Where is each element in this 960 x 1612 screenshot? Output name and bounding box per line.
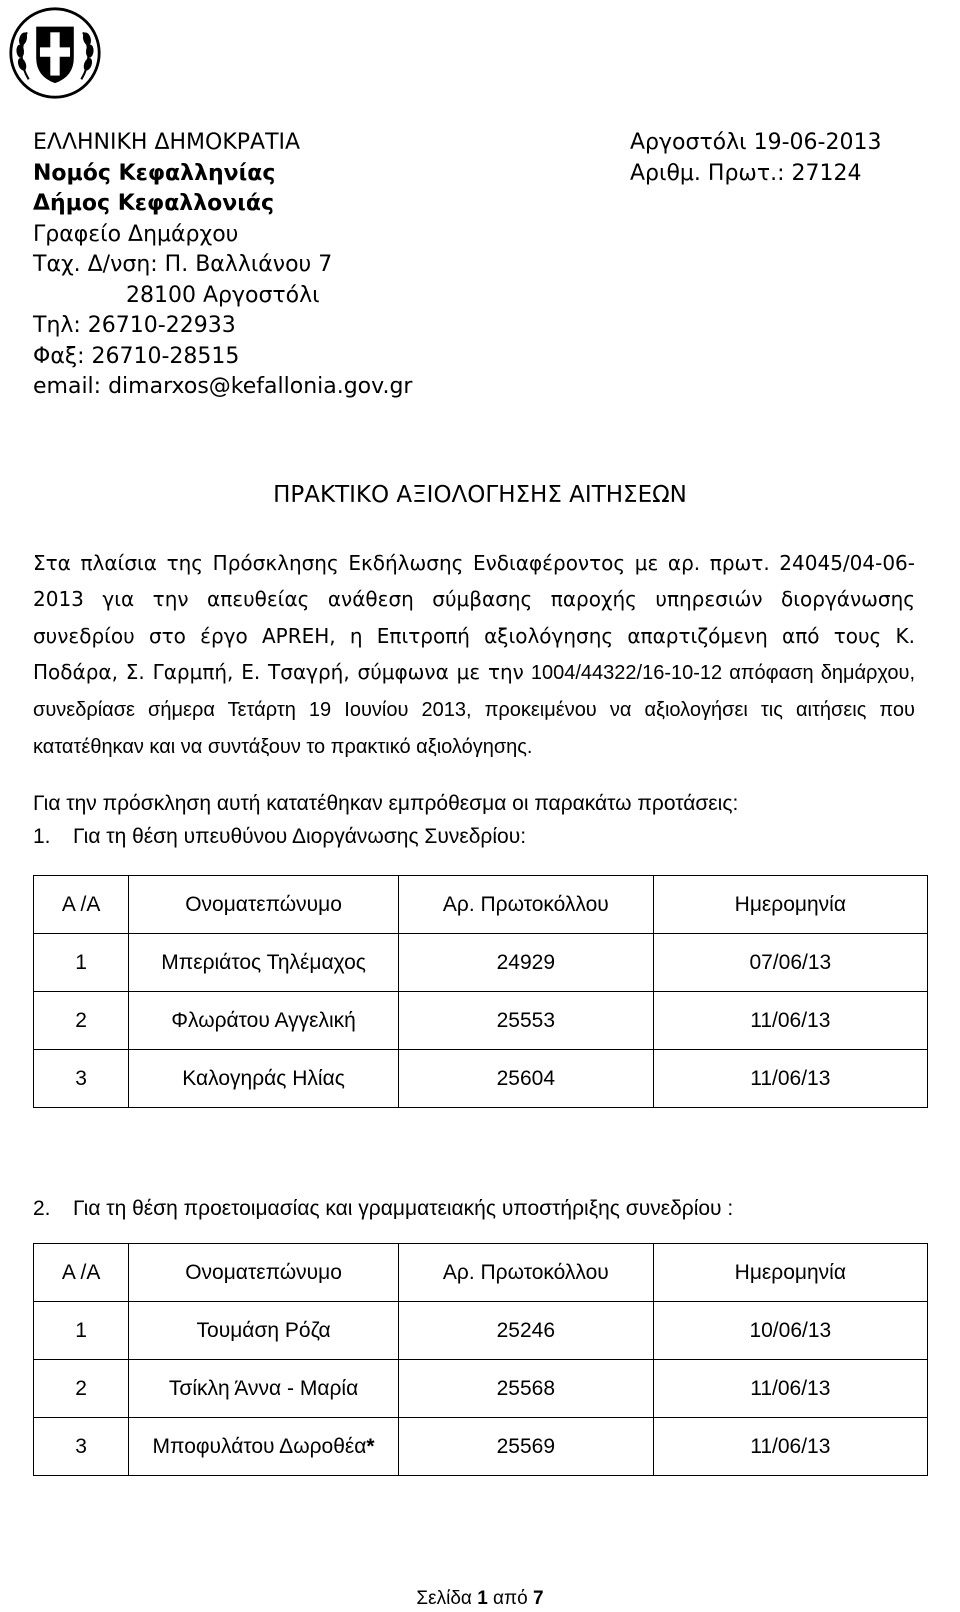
sender-address: Ταχ. Δ/νση: Π. Βαλλιάνου 7 bbox=[33, 252, 333, 277]
paragraph-part-a: Στα πλαίσια της Πρόσκλησης Εκδήλωσης Ενδιαφέροντος με αρ. πρωτ. 24045/04-06-2013 για την απευθείας ανάθεση σύμβασης παροχής υπηρεσιών διοργάνωσης συνεδρίου στο έργο APREH, η Επιτροπή αξιολόγησης απαρτιζόμενη από τους Κ. Ποδάρα, Σ. Γαρμπή, Ε. Τσαγρή, σύμφωνα με την bbox=[33, 551, 915, 684]
table-cell: 10/06/13 bbox=[653, 1302, 927, 1360]
table-cell: 2 bbox=[34, 1360, 129, 1418]
table-cell: Καλογηράς Ηλίας bbox=[129, 1050, 399, 1108]
table-cell: 11/06/13 bbox=[653, 992, 927, 1050]
footer-total-pages: 7 bbox=[533, 1588, 544, 1609]
table-cell: 1 bbox=[34, 1302, 129, 1360]
header-cell: Ονοματεπώνυμο bbox=[129, 876, 399, 934]
header-cell: Αρ. Πρωτοκόλλου bbox=[398, 876, 653, 934]
paragraph-part-b: 1004/44322/16-10-12 απόφαση δημάρχου, συνεδρίασε σήμερα Τετάρτη 19 Ιουνίου 2013, προκειμένου να αξιολογήσει τις αιτήσεις που κατατέθηκαν και να συντάξουν το πρακτικό αξιολόγησης. bbox=[33, 661, 915, 759]
table-cell: 1 bbox=[34, 934, 129, 992]
table-cell: 11/06/13 bbox=[653, 1360, 927, 1418]
table-cell: 07/06/13 bbox=[653, 934, 927, 992]
sender-postcode: 28100 Αργοστόλι bbox=[126, 282, 320, 308]
body-paragraph bbox=[33, 545, 915, 766]
table-cell: 3 bbox=[34, 1418, 129, 1476]
sender-block bbox=[33, 128, 412, 403]
table-cell bbox=[129, 1418, 399, 1476]
header-cell: Ημερομηνία bbox=[653, 1244, 927, 1302]
sender-country: ΕΛΛΗΝΙΚΗ ΔΗΜΟΚΡΑΤΙΑ bbox=[33, 130, 301, 155]
table-cell: Τσίκλη Άννα - Μαρία bbox=[129, 1360, 399, 1418]
footer-prefix: Σελίδα bbox=[416, 1588, 478, 1609]
section-2-number: 2. bbox=[33, 1197, 51, 1220]
applications-table-2 bbox=[33, 1243, 928, 1476]
header-cell: Ημερομηνία bbox=[653, 876, 927, 934]
document-date: Αργοστόλι 19-06-2013 bbox=[630, 130, 882, 155]
protocol-number: Αριθμ. Πρωτ.: 27124 bbox=[630, 160, 862, 186]
page-footer bbox=[0, 1588, 960, 1610]
section-2-heading bbox=[33, 1197, 733, 1221]
table-cell: 2 bbox=[34, 992, 129, 1050]
table-cell: 25604 bbox=[398, 1050, 653, 1108]
section-1-label: Για τη θέση υπευθύνου Διοργάνωσης Συνεδρίου: bbox=[73, 825, 527, 848]
sender-fax: Φαξ: 26710-28515 bbox=[33, 343, 240, 369]
header-cell: Α /Α bbox=[34, 876, 129, 934]
sender-phone: Τηλ: 26710-22933 bbox=[33, 313, 236, 338]
applications-table-1 bbox=[33, 875, 928, 1108]
section-1-number: 1. bbox=[33, 825, 51, 848]
table-row bbox=[34, 992, 928, 1050]
sender-office: Γραφείο Δημάρχου bbox=[33, 221, 239, 247]
header-cell: Αρ. Πρωτοκόλλου bbox=[398, 1244, 653, 1302]
footer-mid: από bbox=[487, 1588, 533, 1609]
sender-prefecture: Νομός Κεφαλληνίας bbox=[33, 160, 276, 186]
applicant-name: Μποφυλάτου Δωροθέα bbox=[152, 1434, 367, 1458]
footer-page-number: 1 bbox=[477, 1588, 488, 1609]
table-cell: 11/06/13 bbox=[653, 1050, 927, 1108]
table-row bbox=[34, 934, 928, 992]
section-1-heading bbox=[33, 825, 526, 849]
intro-line: Για την πρόσκληση αυτή κατατέθηκαν εμπρόθεσμα οι παρακάτω προτάσεις: bbox=[33, 792, 739, 815]
sender-municipality: Δήμος Κεφαλλονιάς bbox=[33, 191, 274, 216]
table-cell: Τουμάση Ρόζα bbox=[129, 1302, 399, 1360]
table-header-row bbox=[34, 1244, 928, 1302]
header-cell: Α /Α bbox=[34, 1244, 129, 1302]
table-header-row bbox=[34, 876, 928, 934]
table-cell: 11/06/13 bbox=[653, 1418, 927, 1476]
table-cell: 24929 bbox=[398, 934, 653, 992]
sender-email: email: dimarxos@kefallonia.gov.gr bbox=[33, 374, 413, 399]
table-cell: 25246 bbox=[398, 1302, 653, 1360]
document-meta bbox=[630, 128, 881, 189]
table-cell: 25569 bbox=[398, 1418, 653, 1476]
asterisk-mark: * bbox=[366, 1434, 375, 1458]
header-cell: Ονοματεπώνυμο bbox=[129, 1244, 399, 1302]
table-cell: 3 bbox=[34, 1050, 129, 1108]
table-row bbox=[34, 1418, 928, 1476]
table-row bbox=[34, 1360, 928, 1418]
table-cell: 25553 bbox=[398, 992, 653, 1050]
document-title: ΠΡΑΚΤΙΚΟ ΑΞΙΟΛΟΓΗΣΗΣ ΑΙΤΗΣΕΩΝ bbox=[273, 482, 687, 508]
section-2-label: Για τη θέση προετοιμασίας και γραμματειακής υποστήριξης συνεδρίου : bbox=[73, 1197, 734, 1220]
table-cell: 25568 bbox=[398, 1360, 653, 1418]
table-cell: Μπεριάτος Τηλέμαχος bbox=[129, 934, 399, 992]
table-row bbox=[34, 1050, 928, 1108]
table-row bbox=[34, 1302, 928, 1360]
greek-emblem-icon bbox=[8, 6, 102, 100]
table-cell: Φλωράτου Αγγελική bbox=[129, 992, 399, 1050]
